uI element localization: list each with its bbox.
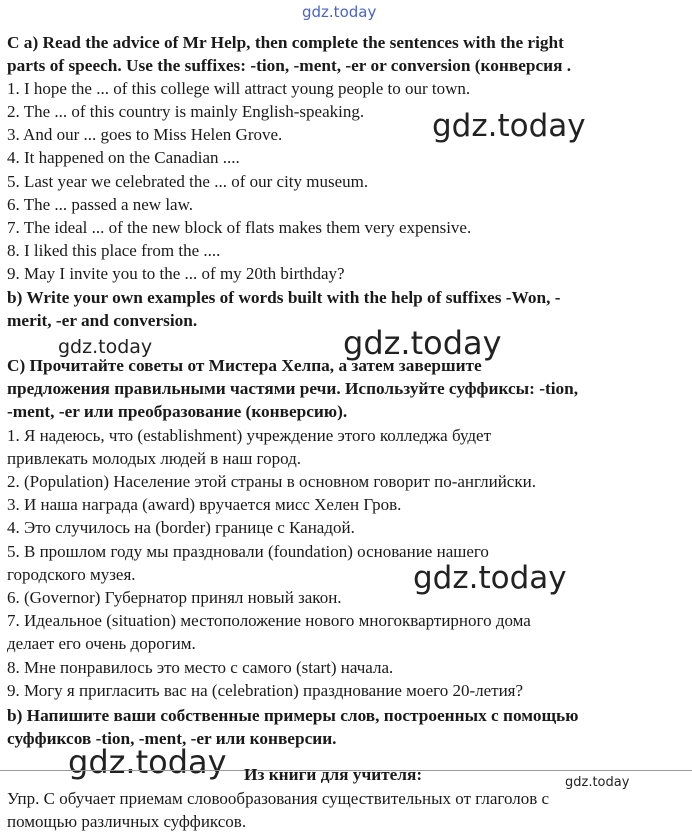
english-item: 3. And our ... goes to Miss Helen Grove.	[7, 125, 283, 144]
english-item: 6. The ... passed a new law.	[7, 195, 194, 214]
russian-line: 7. Идеальное (situation) местоположение нового многоквартирного дома	[7, 611, 531, 630]
russian-line: 1. Я надеюсь, что (establishment) учреждение этого колледжа будет	[7, 426, 492, 445]
russian-line: 9. Могу я пригласить вас на (celebration) празднование моего 20-летия?	[7, 681, 524, 700]
russian-heading-line-3: -ment, -er или преобразование (конверсию).	[7, 402, 348, 421]
watermark: gdz.today	[565, 775, 630, 790]
watermark-top: gdz.today	[302, 3, 377, 21]
russian-line: 2. (Population) Население этой страны в основном говорит по-английски.	[7, 472, 536, 491]
russian-heading-line-1: С) Прочитайте советы от Мистера Хелпа, а затем завершите	[7, 356, 482, 375]
russian-line: 3. И наша награда (award) вручается мисс Хелен Гров.	[7, 495, 402, 514]
english-task-b-line-1: b) Write your own examples of words built with the help of suffixes -Won, -	[7, 288, 561, 307]
english-item: 1. I hope the ... of this college will attract young people to our town.	[7, 79, 471, 98]
watermark: gdz.today	[68, 743, 227, 781]
russian-line: 8. Мне понравилось это место с самого (start) начала.	[7, 658, 394, 677]
russian-line: городского музея.	[7, 565, 136, 584]
russian-line: привлекать молодых людей в наш город.	[7, 449, 301, 468]
english-item: 4. It happened on the Canadian ....	[7, 148, 240, 167]
english-heading-line-1: C a) Read the advice of Mr Help, then complete the sentences with the right	[7, 33, 564, 52]
watermark: gdz.today	[58, 336, 153, 358]
english-item: 8. I liked this place from the ....	[7, 241, 221, 260]
russian-task-b-line-2: суффиксов -tion, -ment, -er или конверсии.	[7, 729, 337, 748]
english-heading-line-2: parts of speech. Use the suffixes: -tion, -ment, -er or conversion (конверсия .	[7, 56, 572, 75]
english-item: 7. The ideal ... of the new block of flats makes them very expensive.	[7, 218, 472, 237]
watermark: gdz.today	[343, 324, 502, 362]
english-item: 2. The ... of this country is mainly English-speaking.	[7, 102, 365, 121]
watermark: gdz.today	[432, 108, 586, 144]
english-item: 5. Last year we celebrated the ... of our city museum.	[7, 172, 369, 191]
watermark: gdz.today	[413, 560, 567, 596]
russian-heading-line-2: предложения правильными частями речи. Используйте суффиксы: -tion,	[7, 379, 579, 398]
russian-task-b-line-1: b) Напишите ваши собственные примеры слов, построенных с помощью	[7, 706, 579, 725]
teacher-book-text-line-1: Упр. С обучает приемам словообразования существительных от глаголов с	[7, 789, 550, 808]
english-item: 9. May I invite you to the ... of my 20th birthday?	[7, 264, 345, 283]
teacher-book-title: Из книги для учителя:	[244, 765, 423, 784]
russian-line: делает его очень дорогим.	[7, 634, 196, 653]
russian-line: 5. В прошлом году мы праздновали (foundation) основание нашего	[7, 542, 489, 561]
english-task-b-line-2: merit, -er and conversion.	[7, 311, 198, 330]
teacher-book-text-line-2: помощью различных суффиксов.	[7, 812, 247, 831]
russian-line: 6. (Governor) Губернатор принял новый закон.	[7, 588, 342, 607]
russian-line: 4. Это случилось на (border) границе с Канадой.	[7, 518, 355, 537]
